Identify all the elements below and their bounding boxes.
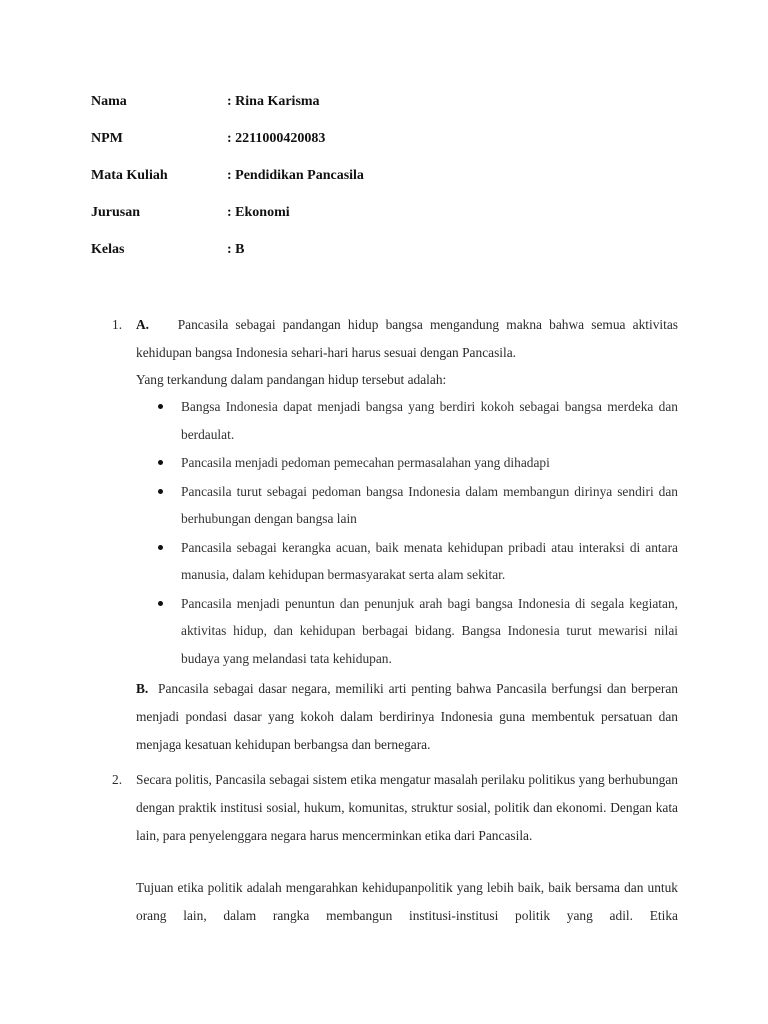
q1-part-a <box>136 311 678 367</box>
info-value: : B <box>227 242 245 257</box>
part-a-text: Pancasila sebagai pandangan hidup bangsa mengandung makna bahwa semua aktivitas kehidupan bangsa Indonesia sehari-hari harus sesuai dengan Pancasila. <box>136 317 678 360</box>
bullet-list <box>156 393 678 672</box>
list-item <box>156 393 678 448</box>
info-label: Jurusan <box>91 205 141 220</box>
info-label: Kelas <box>91 242 125 257</box>
question-number: 1. <box>112 317 123 332</box>
bullet-icon <box>158 404 163 409</box>
part-a-intro: Yang terkandung dalam pandangan hidup tersebut adalah: <box>136 372 447 387</box>
info-label: Mata Kuliah <box>91 168 168 183</box>
bullet-text: Pancasila menjadi penuntun dan penunjuk arah bagi bangsa Indonesia di segala kegiatan, aktivitas hidup, dan kehidupan berbagai bidang. Bangsa Indonesia turut mewarisi nilai budaya yang melandasi tata kehidupan. <box>181 595 678 666</box>
info-value: : 2211000420083 <box>227 131 326 146</box>
q2-paragraph-2: Tujuan etika politik adalah mengarahkan kehidupanpolitik yang lebih baik, baik bersama dan untuk orang lain, dalam rangka membangun institusi-institusi politik yang adil. Etika <box>136 880 678 923</box>
info-value: : Rina Karisma <box>227 94 320 109</box>
bullet-text: Pancasila sebagai kerangka acuan, baik menata kehidupan pribadi atau interaksi di antara manusia, dalam kehidupan bermasyarakat serta alam sekitar. <box>181 539 678 582</box>
bullet-text: Bangsa Indonesia dapat menjadi bangsa yang berdiri kokoh sebagai bangsa merdeka dan berdaulat. <box>181 399 678 442</box>
list-item <box>156 590 678 673</box>
bullet-text: Pancasila menjadi pedoman pemecahan permasalahan yang dihadapi <box>181 455 550 470</box>
bullet-text: Pancasila turut sebagai pedoman bangsa Indonesia dalam membangun dirinya sendiri dan berhubungan dengan bangsa lain <box>181 483 678 526</box>
list-item <box>156 534 678 589</box>
info-label: NPM <box>91 131 123 146</box>
list-item <box>156 478 678 533</box>
question-number: 2. <box>112 772 123 787</box>
part-b-text: Pancasila sebagai dasar negara, memiliki arti penting bahwa Pancasila berfungsi dan berperan menjadi pondasi dasar yang kokoh dalam berdirinya Indonesia guna membentuk persatuan dan menjaga kesatuan kehidupan berbangsa dan bernegara. <box>136 681 678 752</box>
info-value: : Pendidikan Pancasila <box>227 168 364 183</box>
bullet-icon <box>158 545 163 550</box>
q2-paragraph-1: Secara politis, Pancasila sebagai sistem etika mengatur masalah perilaku politikus yang berhubungan dengan praktik institusi sosial, hukum, komunitas, struktur sosial, politik dan ekonomi. Dengan kata lain, para penyelenggara negara harus mencerminkan etika dari Pancasila. <box>136 772 678 843</box>
q1-part-b <box>136 675 678 759</box>
bullet-icon <box>158 489 163 494</box>
part-a-label: A. <box>136 317 150 332</box>
info-label: Nama <box>91 94 127 109</box>
part-b-label: B. <box>136 681 149 696</box>
info-value: : Ekonomi <box>227 205 290 220</box>
bullet-icon <box>158 460 163 465</box>
bullet-icon <box>158 601 163 606</box>
list-item <box>156 449 678 477</box>
